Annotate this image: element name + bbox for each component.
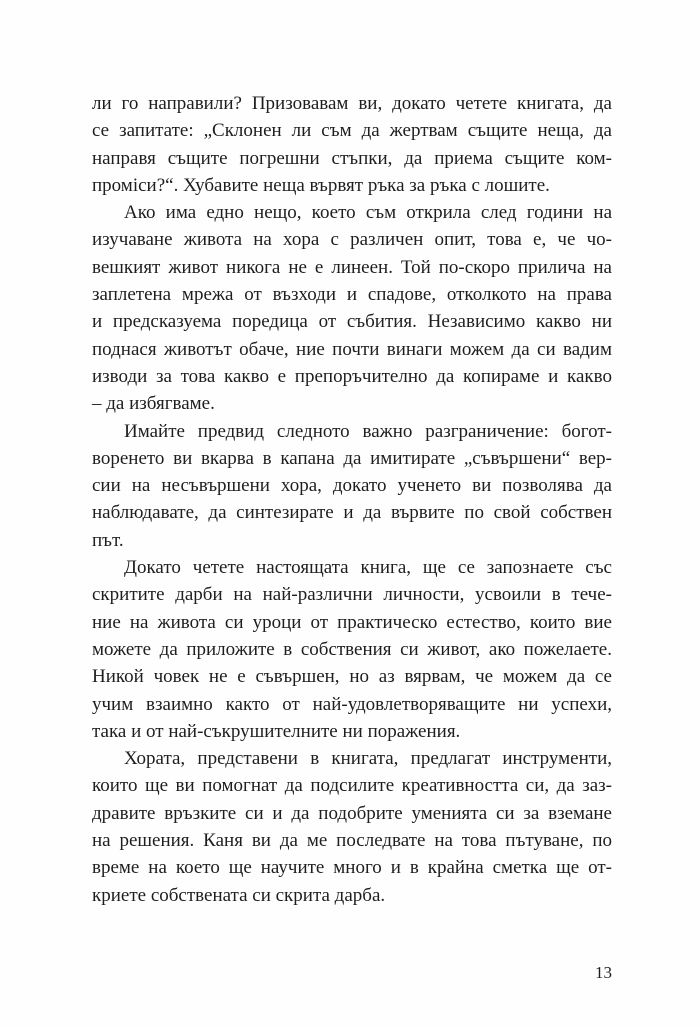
text-line: се запитате: „Склонен ли съм да жертвам същите неща, да [92, 120, 612, 142]
text-line: наблюдавате, да синтезирате и да вървите по свой собствен [92, 502, 612, 524]
text-line: – да избягваме. [92, 393, 215, 415]
text-line: на решения. Каня ви да ме последвате на това пътуване, по [92, 830, 612, 852]
text-line: ние на живота си уроци от практическо естество, които вие [92, 611, 612, 633]
text-line: учим взаимно както от най-удовлетворяващите ни успехи, [92, 693, 612, 715]
text-line: можете да приложите в собствения си живот, ако пожелаете. [92, 638, 612, 660]
text-line: Ако има едно нещо, което съм открила след години на [124, 202, 612, 224]
text-line: воренето ви вкарва в капана да имитирате „съвършени“ вер- [92, 447, 612, 469]
text-line: и предсказуема поредица от събития. Независимо какво ни [92, 311, 612, 333]
text-line: сии на несъвършени хора, докато ученето ви позволява да [92, 475, 612, 497]
paragraph-2 [92, 199, 612, 417]
body-text [92, 90, 612, 909]
text-line: Докато четете настоящата книга, ще се запознаете със [124, 557, 612, 579]
text-line: Никой човек не е съвършен, но аз вярвам, че можем да се [92, 666, 612, 688]
text-line: път. [92, 529, 124, 551]
text-line: дравите връзките си и да подобрите уменията си за вземане [92, 802, 612, 824]
page-number: 13 [595, 963, 612, 982]
text-line: ли го направили? Призовавам ви, докато четете книгата, да [92, 93, 612, 114]
text-line: изучаване живота на хора с различен опит, това е, че чо- [92, 229, 612, 251]
text-line: скритите дарби на най-различни личности, усвоили в тече- [92, 584, 612, 606]
text-line: проміси?“. Хубавите неща вървят ръка за ръка с лошите. [92, 174, 550, 196]
text-line: направя същите погрешни стъпки, да приема същите ком- [92, 147, 612, 169]
paragraph-3 [92, 418, 612, 554]
text-line: Имайте предвид следното важно разграничение: богот- [124, 420, 612, 442]
text-line: така и от най-съкрушителните ни поражения. [92, 720, 461, 742]
paragraph-4 [92, 554, 612, 745]
paragraph-5 [92, 745, 612, 909]
text-line: заплетена мрежа от възходи и спадове, отколкото на права [92, 284, 612, 306]
text-line: криете собствената си скрита дарба. [92, 884, 386, 906]
text-line: време на което ще научите много и в крайна сметка ще от- [92, 857, 612, 879]
text-line: Хората, представени в книгата, предлагат инструменти, [124, 748, 612, 770]
text-line: вешкият живот никога не е линеен. Той по-скоро прилича на [92, 256, 612, 278]
text-line: поднася животът обаче, ние почти винаги можем да си вадим [92, 338, 612, 360]
text-line: които ще ви помогнат да подсилите креативността си, да заз- [92, 775, 612, 797]
text-line: изводи за това какво е препоръчително да копираме и какво [92, 365, 612, 387]
paragraph-1 [92, 90, 612, 199]
